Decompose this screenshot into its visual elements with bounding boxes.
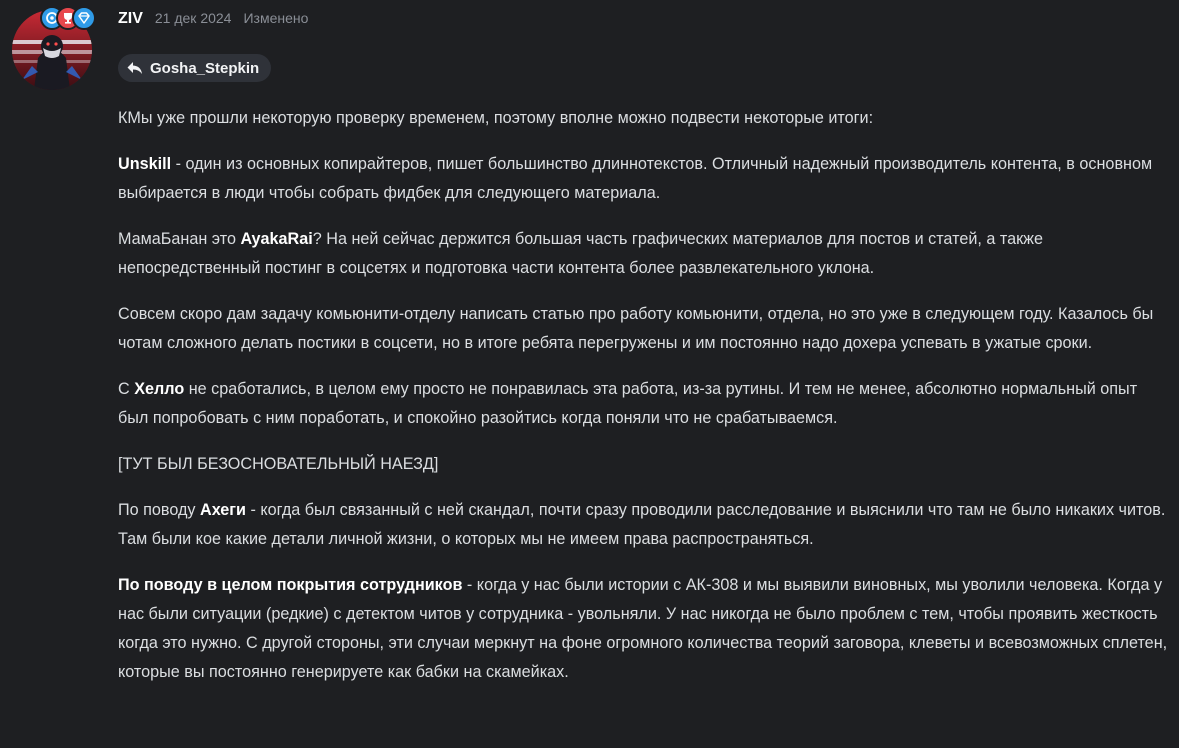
paragraph-ayakarai [118, 225, 1168, 283]
paragraph-text: ? На ней сейчас держится большая часть графических материалов для постов и статей, а также непосредственный постинг в соцсетях и подготовка части контента более развлекательного уклона. [118, 230, 1044, 277]
bold-name: Unskill [118, 155, 172, 173]
paragraph-text: Совсем скоро дам задачу комьюнити-отделу написать статью про работу комьюнити, отдела, но это уже в следующем году. Казалось бы чотам сложного делать постики в соцсети, но в итоге ребята перегружены и им постоянно надо дохера успевать в ужатые сроки. [118, 305, 1154, 352]
edited-label: Изменено [243, 10, 309, 26]
diamond-glyph [77, 11, 91, 25]
paragraph-text: не сработались, в целом ему просто не понравилась эта работа, из-за рутины. И тем не менее, абсолютно нормальный опыт был попробовать с ним поработать, и спокойно разойтись когда поняли что не срабатываемся. [118, 380, 1138, 427]
paragraph-text: - когда был связанный с ней скандал, почти сразу проводили расследование и выяснили что там не было никаких читов. Там были кое какие детали личной жизни, о которых мы не имеем права распространяться. [118, 501, 1166, 548]
paragraph-text: - один из основных копирайтеров, пишет большинство длиннотекстов. Отличный надежный производитель контента, в основном выбирается в люди чтобы собрать фидбек для следующего материала. [118, 155, 1153, 202]
paragraph-text: По поводу [118, 501, 201, 519]
reply-to-username: Gosha_Stepkin [150, 59, 260, 77]
paragraph-hello [118, 375, 1168, 433]
diamond-badge-icon[interactable] [72, 6, 96, 30]
post-body [118, 104, 1168, 704]
paragraph-text: КМы уже прошли некоторую проверку временем, поэтому вполне можно подвести некоторые итоги: [118, 109, 874, 127]
author-name[interactable]: ZIV [118, 10, 143, 27]
paragraph-ahegi [118, 496, 1168, 554]
bold-name: Ахеги [200, 501, 247, 519]
author-avatar-group[interactable] [12, 6, 94, 88]
bold-name: По поводу в целом покрытия сотрудников [118, 576, 463, 594]
post-header [118, 10, 308, 28]
paragraph-text: С [118, 380, 135, 398]
paragraph-unskill [118, 150, 1168, 208]
paragraph-redacted [118, 450, 1168, 479]
paragraph-text: МамаБанан это [118, 230, 241, 248]
paragraph-text: [ТУТ БЫЛ БЕЗОСНОВАТЕЛЬНЫЙ НАЕЗД] [118, 455, 439, 473]
reply-to-chip[interactable] [118, 54, 271, 82]
reply-arrow-icon [126, 60, 144, 76]
post-date[interactable]: 21 дек 2024 [154, 10, 232, 26]
bold-name: Хелло [134, 380, 185, 398]
paragraph-intro [118, 104, 1168, 133]
paragraph-staff-coverage [118, 571, 1168, 687]
paragraph-text: - когда у нас были истории с АК-308 и мы выявили виновных, мы уволили человека. Когда у нас были ситуации (редкие) с детектом читов у сотрудника - увольняли. У нас никогда не было проблем с тем, чтобы проявить жесткость когда это нужно. С другой стороны, эти случаи меркнут на фоне огромного количества теорий заговора, клеветы и всевозможных сплетен, которые вы постоянно генерируете как бабки на скамейках. [118, 576, 1168, 681]
paragraph-community [118, 300, 1168, 358]
bold-name: AyakaRai [240, 230, 313, 248]
